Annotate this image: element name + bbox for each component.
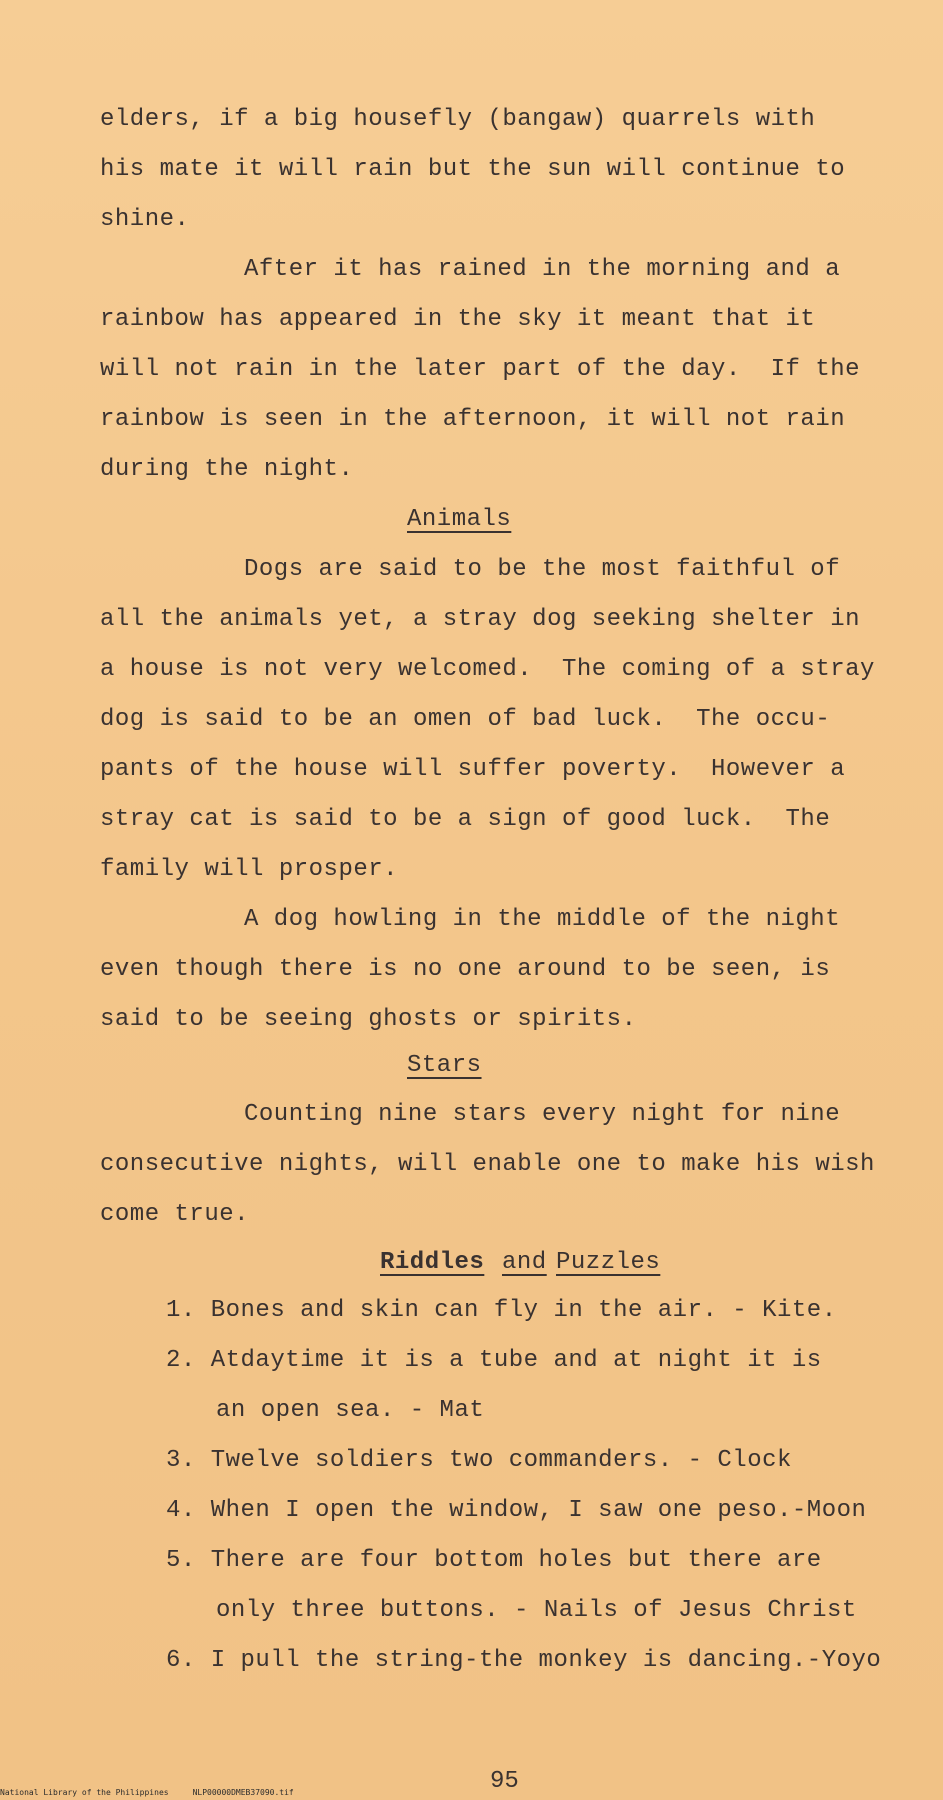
text-line: stray cat is said to be a sign of good luck. The [100,806,831,833]
riddles-heading-word2: Puzzles [556,1249,661,1276]
riddle-item: 1. Bones and skin can fly in the air. - Kite. [166,1297,837,1324]
riddle-item: 3. Twelve soldiers two commanders. - Clock [166,1447,792,1474]
footer-library: National Library of the Philippines [0,1788,169,1797]
riddle-item-continuation: an open sea. - Mat [216,1397,485,1424]
text-line: rainbow is seen in the afternoon, it will not rain [100,406,846,433]
footer-filename: NLP00000DMEB37090.tif [192,1788,294,1797]
text-line: come true. [100,1201,250,1228]
scan-footer [0,1788,294,1797]
riddle-item: 4. When I open the window, I saw one peso.-Moon [166,1497,867,1524]
riddle-item: 5. There are four bottom holes but there are [166,1547,822,1574]
text-line: pants of the house will suffer poverty. However a [100,756,846,783]
text-line: his mate it will rain but the sun will continue to [100,156,846,183]
text-line: rainbow has appeared in the sky it meant that it [100,306,816,333]
text-line: A dog howling in the middle of the night [244,906,841,933]
text-line: all the animals yet, a stray dog seeking shelter in [100,606,861,633]
text-line: After it has rained in the morning and a [244,256,841,283]
text-line: Dogs are said to be the most faithful of [244,556,841,583]
text-line: will not rain in the later part of the day. If the [100,356,861,383]
riddles-heading-word1: Riddles [380,1249,485,1276]
text-line: even though there is no one around to be seen, is [100,956,831,983]
text-line: Counting nine stars every night for nine [244,1101,841,1128]
text-line: family will prosper. [100,856,399,883]
text-line: dog is said to be an omen of bad luck. The occu- [100,706,831,733]
riddles-heading-and: and [502,1249,547,1276]
stars-heading: Stars [407,1052,482,1079]
riddle-item: 6. I pull the string-the monkey is dancing.-Yoyo [166,1647,882,1674]
page-number: 95 [490,1768,519,1795]
riddle-item-continuation: only three buttons. - Nails of Jesus Christ [216,1597,857,1624]
text-line: consecutive nights, will enable one to make his wish [100,1151,875,1178]
text-line: during the night. [100,456,354,483]
text-line: shine. [100,206,190,233]
text-line: said to be seeing ghosts or spirits. [100,1006,637,1033]
animals-heading: Animals [407,506,512,533]
text-line: elders, if a big housefly (bangaw) quarrels with [100,106,816,133]
text-line: a house is not very welcomed. The coming of a stray [100,656,875,683]
riddle-item: 2. Atdaytime it is a tube and at night it is [166,1347,822,1374]
